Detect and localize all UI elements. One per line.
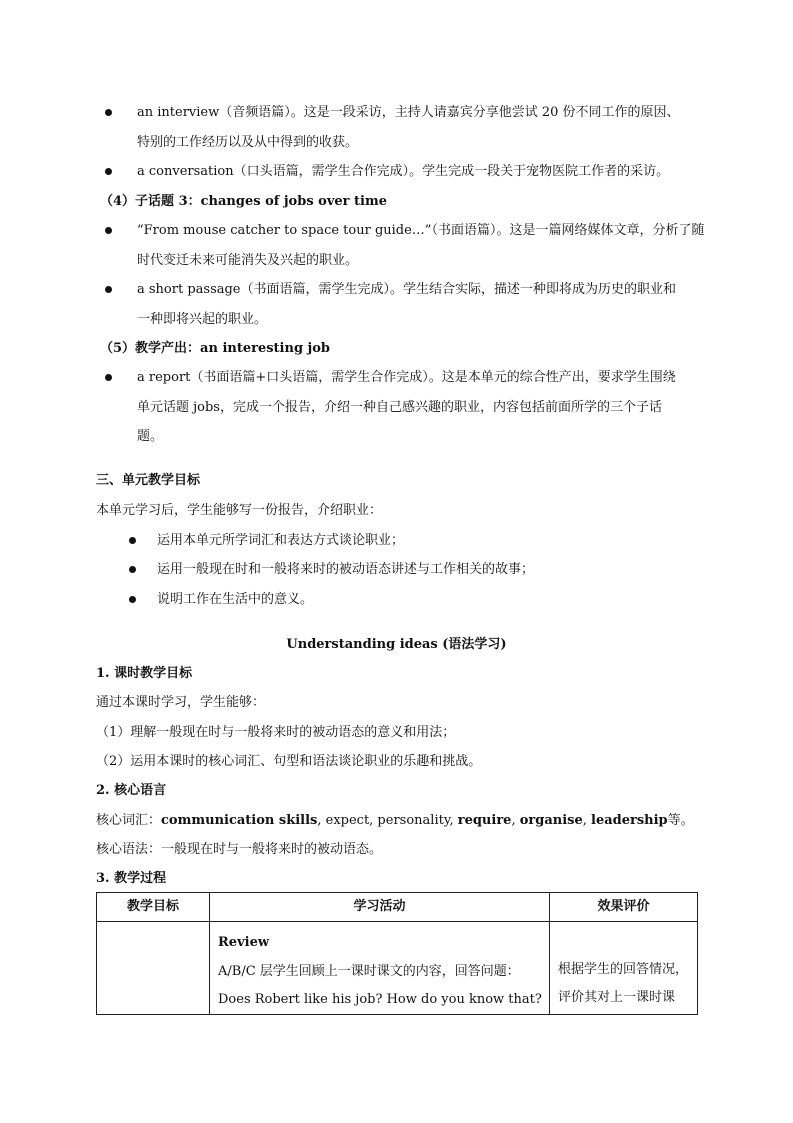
vocab-term: leadership bbox=[591, 813, 668, 828]
list-item-line: a report（书面语篇+口头语篇，需学生合作完成）。这是本单元的综合性产出，要求学生围绕 bbox=[137, 370, 676, 385]
vocab-term: organise bbox=[519, 813, 583, 828]
list-item-line: “From mouse catcher to space tour guide…”（书面语篇）。这是一篇网络媒体文章，分析了随 bbox=[137, 223, 705, 238]
core-vocabulary bbox=[96, 812, 694, 830]
list-item-line: 一种即将兴起的职业。 bbox=[137, 312, 268, 327]
teaching-process-table bbox=[96, 892, 698, 1015]
table-header-row bbox=[97, 893, 698, 922]
list-item-line: an interview（音频语篇）。这是一段采访，主持人请嘉宾分享他尝试 20 份不同工作的原因、 bbox=[137, 105, 680, 120]
subtopic-heading: （4）子话题 3：changes of jobs over time bbox=[100, 194, 388, 209]
list-item-line: a conversation（口头语篇，需学生合作完成）。学生完成一段关于宠物医院工作者的采访。 bbox=[137, 164, 670, 179]
objective-item: （1）理解一般现在时与一般将来时的被动语态的意义和用法； bbox=[96, 725, 456, 740]
goal-item: 说明工作在生活中的意义。 bbox=[157, 592, 314, 607]
output-heading: （5）教学产出：an interesting job bbox=[100, 341, 331, 356]
list-item-line: 题。 bbox=[137, 429, 164, 444]
list-item-line: a short passage（书面语篇，需学生完成）。学生结合实际，描述一种即将成为历史的职业和 bbox=[137, 282, 677, 297]
bullet-icon bbox=[105, 227, 112, 234]
activity-line: Does Robert like his job? How do you know that? bbox=[218, 992, 542, 1007]
bullet-icon bbox=[129, 537, 136, 544]
vocab-text: , bbox=[582, 813, 591, 828]
lesson-title: Understanding ideas (语法学习) bbox=[286, 637, 507, 652]
bullet-icon bbox=[129, 566, 136, 573]
evaluation-line: 评价其对上一课时课 bbox=[558, 990, 676, 1005]
list-item-line: 单元话题 jobs，完成一个报告，介绍一种自己感兴趣的职业，内容包括前面所学的三个子话 bbox=[137, 400, 662, 415]
goal-item: 运用一般现在时和一般将来时的被动语态讲述与工作相关的故事； bbox=[157, 562, 535, 577]
objective-item: （2）运用本课时的核心词汇、句型和语法谈论职业的乐趣和挑战。 bbox=[96, 754, 482, 769]
goal-cell bbox=[97, 922, 210, 1015]
bullet-icon bbox=[105, 168, 112, 175]
evaluation-cell bbox=[550, 922, 698, 1015]
process-heading: 3. 教学过程 bbox=[96, 871, 167, 886]
list-item-line: 时代变迁未来可能消失及兴起的职业。 bbox=[137, 253, 359, 268]
bullet-icon bbox=[105, 374, 112, 381]
objectives-heading: 1. 课时教学目标 bbox=[96, 666, 193, 681]
column-header: 效果评价 bbox=[550, 893, 698, 922]
bullet-icon bbox=[105, 109, 112, 116]
vocab-term: communication skills bbox=[161, 813, 318, 828]
evaluation-line: 根据学生的回答情况， bbox=[558, 962, 689, 977]
column-header: 教学目标 bbox=[97, 893, 210, 922]
column-header: 学习活动 bbox=[210, 893, 550, 922]
activity-title: Review bbox=[218, 935, 270, 950]
core-grammar: 核心语法：一般现在时与一般将来时的被动语态。 bbox=[96, 842, 383, 857]
goal-item: 运用本单元所学词汇和表达方式谈论职业； bbox=[157, 533, 405, 548]
activity-cell bbox=[210, 922, 550, 1015]
bullet-icon bbox=[105, 286, 112, 293]
vocab-label: 核心词汇： bbox=[96, 813, 162, 828]
objectives-intro: 通过本课时学习，学生能够： bbox=[96, 695, 266, 710]
vocab-text: 等。 bbox=[667, 813, 694, 828]
table-row bbox=[97, 922, 698, 1015]
vocab-text: , bbox=[511, 813, 520, 828]
bullet-icon bbox=[129, 596, 136, 603]
section-heading: 三、单元教学目标 bbox=[96, 473, 201, 488]
goals-intro: 本单元学习后，学生能够写一份报告，介绍职业： bbox=[96, 503, 383, 518]
language-heading: 2. 核心语言 bbox=[96, 783, 167, 798]
vocab-term: require bbox=[457, 813, 512, 828]
activity-line: A/B/C 层学生回顾上一课时课文的内容，回答问题： bbox=[218, 964, 520, 979]
list-item-line: 特别的工作经历以及从中得到的收获。 bbox=[137, 135, 359, 150]
vocab-text: , expect, personality, bbox=[317, 813, 458, 828]
